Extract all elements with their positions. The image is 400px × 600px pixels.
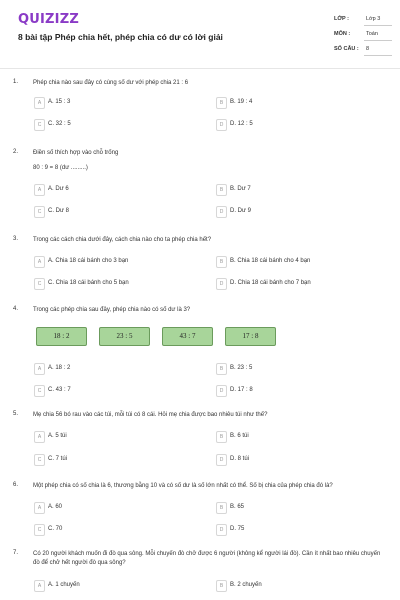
division-tile: 17 : 8 <box>225 327 276 346</box>
option-text: C. 70 <box>48 526 63 532</box>
option-d[interactable] <box>216 206 366 218</box>
option-c[interactable] <box>34 454 184 466</box>
option-c[interactable] <box>34 278 184 290</box>
divider <box>364 25 392 26</box>
option-c[interactable] <box>34 385 184 397</box>
option-letter: A <box>34 184 45 196</box>
option-letter: D <box>216 119 227 131</box>
option-letter: B <box>216 502 227 514</box>
header-divider <box>0 68 400 69</box>
option-letter: C <box>34 206 45 218</box>
question-number: 1. <box>13 79 19 85</box>
option-text: C. 32 : 5 <box>48 121 71 127</box>
quizizz-logo[interactable]: QUIZIZZ <box>18 12 79 27</box>
option-c[interactable] <box>34 119 184 131</box>
option-letter: D <box>216 385 227 397</box>
option-b[interactable] <box>216 256 366 268</box>
option-text: A. 60 <box>48 504 63 510</box>
option-letter: A <box>34 363 45 375</box>
option-text: B. 6 túi <box>230 433 249 439</box>
question-text: Mẹ chia 56 bó rau vào các túi, mỗi túi có 8 cái. Hỏi mẹ chia được bao nhiêu túi như thế? <box>33 412 268 418</box>
meta-label: SỐ CÂU : <box>334 46 359 52</box>
division-tile: 23 : 5 <box>99 327 150 346</box>
option-text: C. 43 : 7 <box>48 387 71 393</box>
option-text: B. 65 <box>230 504 245 510</box>
option-letter: B <box>216 97 227 109</box>
divider <box>364 55 392 56</box>
option-d[interactable] <box>216 385 366 397</box>
question-text: Trong các cách chia dưới đây, cách chia nào cho ta phép chia hết? <box>33 237 212 243</box>
question-text: Trong các phép chia sau đây, phép chia nào có số dư là 3? <box>33 307 191 313</box>
meta-value: Toán <box>366 31 378 37</box>
option-a[interactable] <box>34 431 184 443</box>
meta-label: LỚP : <box>334 16 349 22</box>
question-number: 2. <box>13 149 19 155</box>
header <box>0 0 400 64</box>
option-a[interactable] <box>34 502 184 514</box>
division-tile: 18 : 2 <box>36 327 87 346</box>
option-text: B. 19 : 4 <box>230 99 253 105</box>
division-tiles <box>36 327 276 345</box>
meta-grade <box>334 14 390 26</box>
option-letter: D <box>216 524 227 536</box>
question-number: 7. <box>13 550 19 556</box>
option-letter: B <box>216 256 227 268</box>
page-title: 8 bài tập Phép chia hết, phép chia có dư có lời giải <box>18 32 223 42</box>
option-text: C. 7 túi <box>48 456 68 462</box>
option-letter: C <box>34 278 45 290</box>
option-a[interactable] <box>34 184 184 196</box>
option-letter: D <box>216 454 227 466</box>
option-text: C. Chia 18 cái bánh cho 5 bạn <box>48 280 129 286</box>
option-a[interactable] <box>34 256 184 268</box>
option-text: B. 23 : 5 <box>230 365 253 371</box>
option-letter: A <box>34 256 45 268</box>
option-letter: B <box>216 363 227 375</box>
option-a[interactable] <box>34 363 184 375</box>
option-text: D. Chia 18 cái bánh cho 7 bạn <box>230 280 311 286</box>
option-b[interactable] <box>216 502 366 514</box>
question-text: Điền số thích hợp vào chỗ trống <box>33 150 119 156</box>
option-letter: C <box>34 385 45 397</box>
option-letter: B <box>216 184 227 196</box>
option-c[interactable] <box>34 524 184 536</box>
option-d[interactable] <box>216 524 366 536</box>
option-b[interactable] <box>216 97 366 109</box>
option-d[interactable] <box>216 119 366 131</box>
question-text: Phép chia nào sau đây có cùng số dư với phép chia 21 : 6 <box>33 80 189 86</box>
option-text: A. 18 : 2 <box>48 365 71 371</box>
question-number: 3. <box>13 236 19 242</box>
option-b[interactable] <box>216 580 366 592</box>
question-number: 6. <box>13 482 19 488</box>
option-c[interactable] <box>34 206 184 218</box>
option-letter: A <box>34 431 45 443</box>
option-text: A. 5 túi <box>48 433 67 439</box>
option-text: A. Dư 6 <box>48 186 69 192</box>
question-subline: 80 : 9 = 8 (dư .........) <box>33 165 88 171</box>
question-text: Có 20 người khách muốn đi đò qua sông. Mỗi chuyến đò chở được 6 người (không kể người lái đò). Cần ít nhất bao nhiêu chuyến đò để chở hết người đò qua sông? <box>33 551 381 566</box>
divider <box>364 40 392 41</box>
option-text: C. Dư 8 <box>48 208 70 214</box>
question-number: 5. <box>13 411 19 417</box>
option-text: D. 17 : 8 <box>230 387 253 393</box>
option-letter: C <box>34 524 45 536</box>
question-number: 4. <box>13 306 19 312</box>
option-text: A. 15 : 3 <box>48 99 71 105</box>
option-text: A. Chia 18 cái bánh cho 3 bạn <box>48 258 129 264</box>
option-letter: D <box>216 206 227 218</box>
option-b[interactable] <box>216 431 366 443</box>
option-text: A. 1 chuyến <box>48 582 80 588</box>
option-letter: C <box>34 119 45 131</box>
division-tile: 43 : 7 <box>162 327 213 346</box>
option-text: D. 12 : 5 <box>230 121 253 127</box>
option-text: B. 2 chuyến <box>230 582 262 588</box>
option-d[interactable] <box>216 278 366 290</box>
option-text: D. 8 túi <box>230 456 250 462</box>
meta-value: Lớp 3 <box>366 16 381 22</box>
option-letter: A <box>34 502 45 514</box>
meta-value: 8 <box>366 46 370 52</box>
option-b[interactable] <box>216 184 366 196</box>
option-letter: C <box>34 454 45 466</box>
option-a[interactable] <box>34 97 184 109</box>
option-a[interactable] <box>34 580 184 592</box>
question-text: Một phép chia có số chia là 6, thương bằng 10 và có số dư là số lớn nhất có thể. Số bị chia của phép chia đó là? <box>33 483 333 489</box>
option-text: D. Dư 9 <box>230 208 252 214</box>
option-text: B. Chia 18 cái bánh cho 4 bạn <box>230 258 311 264</box>
meta-count <box>334 44 390 56</box>
option-text: D. 75 <box>230 526 245 532</box>
option-letter: A <box>34 97 45 109</box>
option-letter: B <box>216 431 227 443</box>
meta-subject <box>334 29 390 41</box>
option-b[interactable] <box>216 363 366 375</box>
option-d[interactable] <box>216 454 366 466</box>
option-letter: D <box>216 278 227 290</box>
meta-label: MÔN : <box>334 31 351 37</box>
option-letter: A <box>34 580 45 592</box>
option-letter: B <box>216 580 227 592</box>
option-text: B. Dư 7 <box>230 186 251 192</box>
